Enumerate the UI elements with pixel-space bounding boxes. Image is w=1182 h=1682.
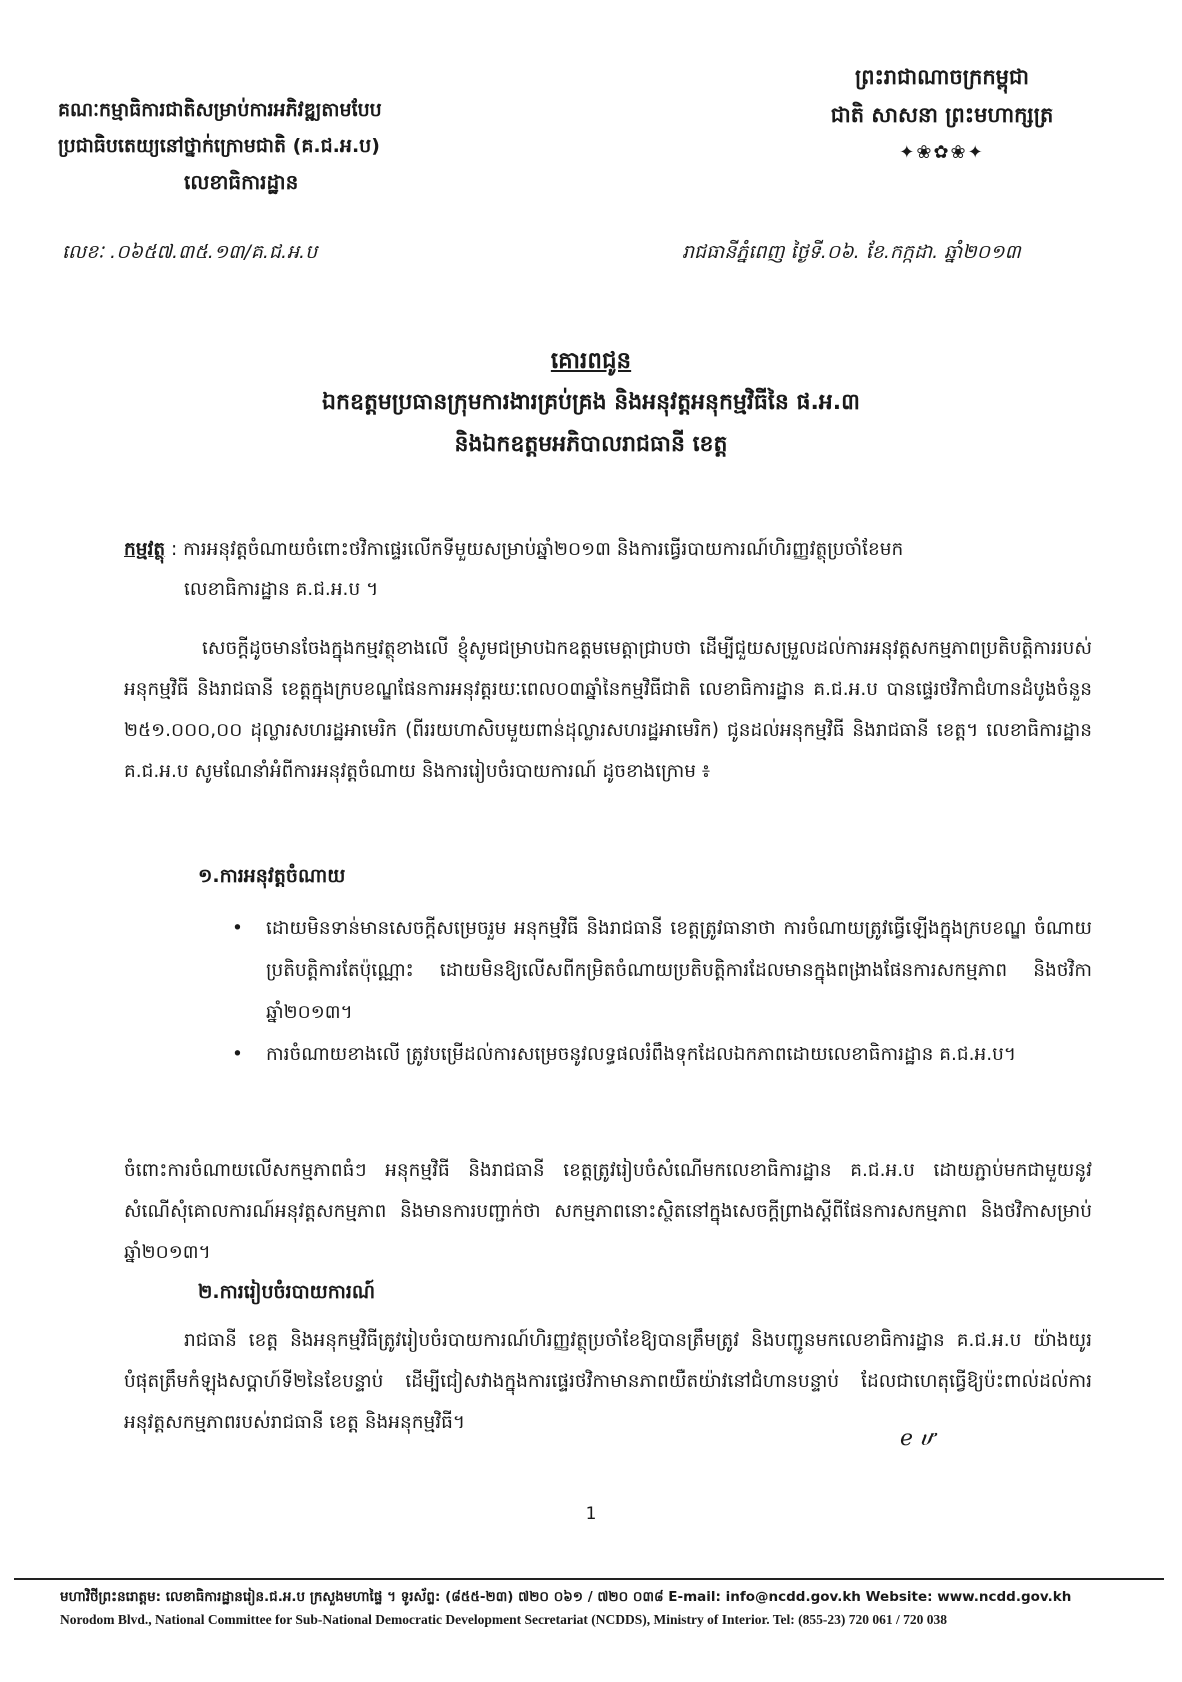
org-name-line2: ប្រជាធិបតេយ្យនៅថ្នាក់ក្រោមជាតិ (គ.ជ.អ.ប) (58, 135, 380, 157)
addressee-line1: ឯកឧត្តមប្រធានក្រុមការងារគ្រប់គ្រង និងអនុវត្តអនុកម្មវិធីនៃ ផ.អ.៣ (322, 390, 860, 415)
bullet-text: ដោយមិនទាន់មានសេចក្តីសម្រេចរួម អនុកម្មវិធី និងរាជធានី ខេត្តត្រូវធានាថា ការចំណាយត្រូវធ្វើឡើងក្នុងក្របខណ្ឌ ចំណាយប្រតិបត្តិការតែប៉ុណ្ណោះ ដោយមិនឱ្យលើសពីកម្រិតចំណាយប្រតិបត្តិការដែលមានក្នុងពង្រាងផែនការសកម្មភាព និងថវិកាឆ្នាំ២០១៣។ (266, 918, 1092, 1023)
reference-number (62, 240, 317, 268)
addressee-line2: និងឯកឧត្តមអភិបាលរាជធានី ខេត្ត (454, 432, 728, 457)
section-1-paragraph: ចំពោះការចំណាយលើសកម្មភាពធំៗ អនុកម្មវិធី និងរាជធានី ខេត្តត្រូវរៀបចំសំណើមកលេខាធិការដ្ឋាន គ.ជ.អ.ប ដោយភ្ជាប់មកជាមួយនូវសំណើសុំគោលការណ៍អនុវត្តសកម្មភាព និងមានការបញ្ជាក់ថា សកម្មភាពនោះស្ថិតនៅក្នុងសេចក្តីព្រាងស្តីពីផែនការសកម្មភាព និងថវិកាសម្រាប់ឆ្នាំ២០១៣។ (124, 1160, 1092, 1263)
section-1-heading: ១.ការអនុវត្តចំណាយ (198, 865, 346, 887)
document-date: រាជធានីភ្នំពេញ ថ្ងៃទី.០៦. ខែ.កក្កដា. ឆ្នាំ២០១៣ (682, 241, 1021, 263)
sender-organization (58, 92, 618, 200)
org-name-line1: គណៈកម្មាធិការជាតិសម្រាប់ការអភិវឌ្ឍតាមបែប (58, 99, 382, 121)
reference-label: លេខៈ (62, 241, 104, 263)
addressee-block (80, 340, 1102, 466)
subject-label: កម្មវត្ថុ (124, 539, 166, 560)
addressee-salutation: គោរពជូន (550, 348, 632, 374)
page-number: 1 (585, 1504, 597, 1524)
bullet-text: ការចំណាយខាងលើ ត្រូវបម្រើដល់ការសម្រេចនូវលទ្ធផលរំពឹងទុកដែលឯកភាពដោយលេខាធិការដ្ឋាន គ.ជ.អ.ប។ (266, 1044, 1017, 1065)
bullet-icon: • (232, 918, 243, 939)
section-2-paragraph: រាជធានី ខេត្ត និងអនុកម្មវិធីត្រូវរៀបចំរបាយការណ៍ហិរញ្ញវត្ថុប្រចាំខែឱ្យបានត្រឹមត្រូវ និងបញ្ជូនមកលេខាធិការដ្ឋាន គ.ជ.អ.ប យ៉ាងយូរបំផុតត្រឹមកំឡុងសប្តាហ៍ទី២នៃខែបន្ទាប់ ដើម្បីជៀសវាងក្នុងការផ្ទេរថវិកាមានភាពយឺតយ៉ាវនៅជំហានបន្ទាប់ ដែលជាហេតុធ្វើឱ្យប៉ះពាល់ដល់ការអនុវត្តសកម្មភាពរបស់រាជធានី ខេត្ត និងអនុកម្មវិធី។ (124, 1330, 1092, 1433)
list-item (232, 908, 1092, 1034)
kingdom-title: ព្រះរាជាណាចក្រកម្ពុជា (854, 65, 1029, 89)
footer-divider (14, 1578, 1164, 1580)
subject-text-continued: លេខាធិការដ្ឋាន គ.ជ.អ.ប ។ (184, 579, 379, 600)
body-paragraph-1: សេចក្តីដូចមានចែងក្នុងកម្មវត្ថុខាងលើ ខ្ញុំសូមជម្រាបឯកឧត្តមមេត្តាជ្រាបថា ដើម្បីជួយសម្រួលដល់ការអនុវត្តសកម្មភាពប្រតិបត្តិការរបស់អនុកម្មវិធី និងរាជធានី ខេត្តក្នុងក្របខណ្ឌផែនការអនុវត្តរយៈពេល០៣ឆ្នាំនៃកម្មវិធីជាតិ លេខាធិការដ្ឋាន គ.ជ.អ.ប បានផ្ទេរថវិកាជំហានដំបូងចំនួន ២៥១.០០០,០០ ដុល្លារសហរដ្ឋអាមេរិក (ពីររយហាសិបមួយពាន់ដុល្លារសហរដ្ឋអាមេរិក) ជូនដល់អនុកម្មវិធី និងរាជធានី ខេត្ត។ លេខាធិការដ្ឋាន គ.ជ.អ.ប សូមណែនាំអំពីការអនុវត្តចំណាយ និងការរៀបចំរបាយការណ៍ ដូចខាងក្រោម ៖ (124, 638, 1092, 782)
bullet-icon: • (232, 1044, 243, 1065)
subject-block (124, 530, 1084, 610)
section-2-heading: ២.ការរៀបចំរបាយការណ៍ (198, 1281, 376, 1303)
list-item (232, 1034, 1092, 1076)
department-name: លេខាធិការដ្ឋាន (184, 170, 299, 194)
reference-value: .០៦៥៧.៣៥.១៣/គ.ជ.អ.ប (103, 241, 318, 263)
national-motto: ជាតិ សាសនា ព្រះមហាក្សត្រ (830, 103, 1054, 127)
section-1-bullet-list (232, 908, 1092, 1076)
footer-address-khmer: មហាវិថីព្រះនរោត្តម: លេខាធិការដ្ឋានរៀន.ជ.អ.ប ក្រសួងមហាផ្ទៃ ។ ទូរស័ព្ទ: (៨៥៥-២៣) ៧២០ ០៦១ / ៧២០ ០៣៨ E-mail: info@ncdd.gov.kh Website: www.ncdd.gov.kh (60, 1589, 1072, 1605)
handwritten-initials: ℯ ሆ (900, 1426, 936, 1451)
subject-text: : ការអនុវត្តចំណាយចំពោះថវិកាផ្ទេរលើកទីមួយសម្រាប់ឆ្នាំ២០១៣ និងការធ្វើរបាយការណ៍ហិរញ្ញវត្ថុប្រចាំខែមក (165, 539, 904, 560)
kingdom-heading (752, 58, 1132, 172)
ornament-icon: ✦❀✿❀✦ (899, 142, 985, 163)
footer-address-english: Norodom Blvd., National Committee for Sub-National Democratic Development Secretariat (NCDDS), Ministry of Interior. Tel: (855-23) 720 061 / 720 038 (60, 1612, 948, 1627)
